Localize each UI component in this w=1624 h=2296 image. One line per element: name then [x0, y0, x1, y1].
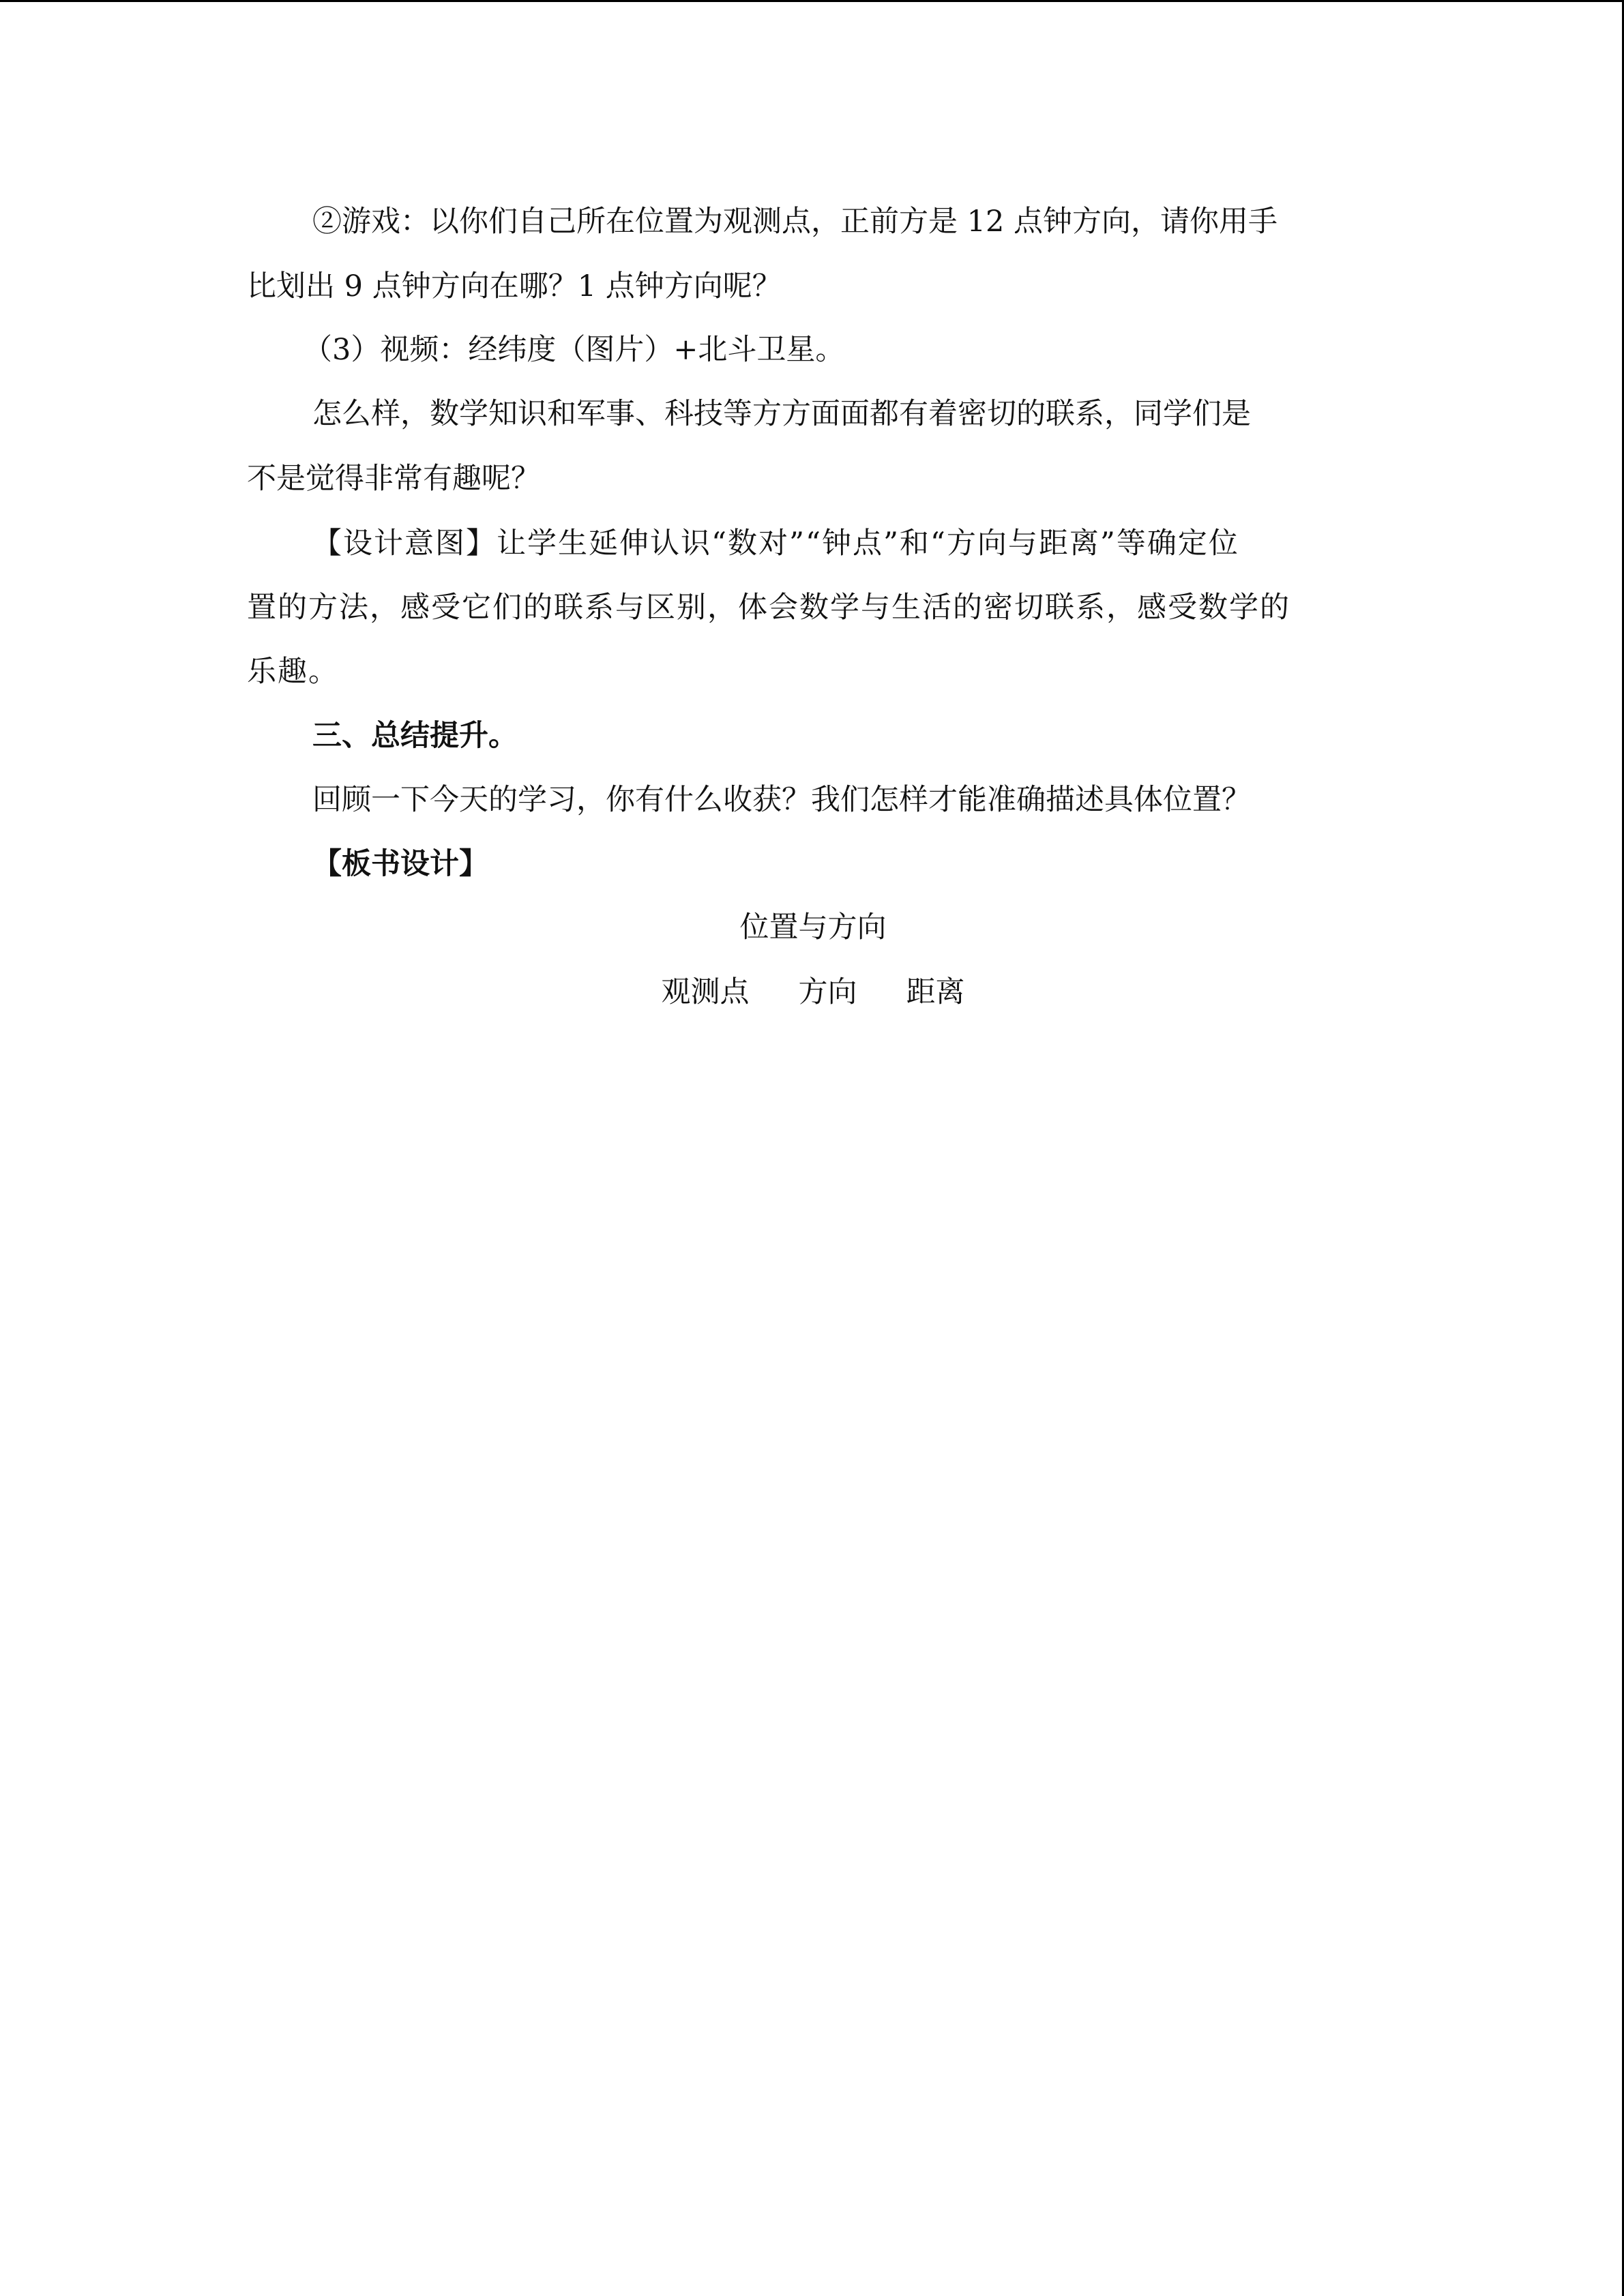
- paragraph-summary-line-1: 怎么样，数学知识和军事、科技等方方面面都有着密切的联系，同学们是: [312, 397, 1251, 431]
- board-item-direction: 方向: [798, 975, 857, 1009]
- design-intent-line-2: 置的方法，感受它们的联系与区别，体会数学与生活的密切联系，感受数学的: [247, 591, 1290, 625]
- board-item-distance: 距离: [906, 975, 965, 1009]
- board-title: 位置与方向: [739, 910, 887, 944]
- design-intent-line-3: 乐趣。: [247, 655, 339, 689]
- board-item-observation-point: 观测点: [661, 975, 750, 1009]
- paragraph-review: 回顾一下今天的学习，你有什么收获？我们怎样才能准确描述具体位置？: [312, 783, 1251, 817]
- design-intent-line-1: 【设计意图】让学生延伸认识“数对”“钟点”和“方向与距离”等确定位: [312, 526, 1239, 561]
- paragraph-game-line-1: ②游戏：以你们自己所在位置为观测点，正前方是 12 点钟方向，请你用手: [312, 205, 1278, 239]
- page-top-border: [0, 0, 1624, 2]
- paragraph-video: （3）视频：经纬度（图片）+北斗卫星。: [303, 333, 845, 367]
- paragraph-summary-line-2: 不是觉得非常有趣呢？: [247, 462, 540, 496]
- board-items-row: [247, 972, 1379, 1013]
- paragraph-game-line-2: 比划出 9 点钟方向在哪？1 点钟方向呢？: [247, 269, 782, 303]
- board-design-heading: 【板书设计】: [312, 847, 488, 881]
- section-heading-summary: 三、总结提升。: [312, 719, 518, 753]
